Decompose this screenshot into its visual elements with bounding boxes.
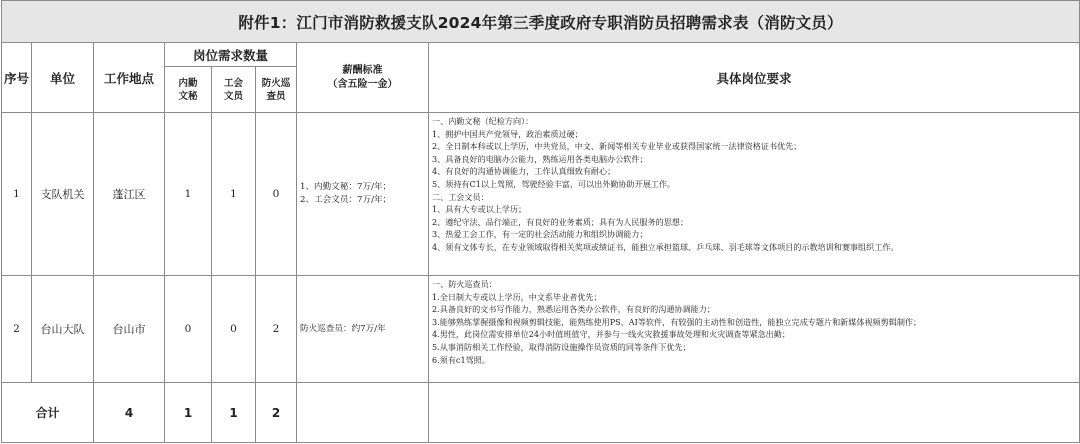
- header-fanghuo: [256, 67, 297, 113]
- header-neiqin-line1: 内勤: [178, 77, 198, 89]
- header-neiqin-line2: 文秘: [178, 90, 198, 102]
- requirement-line: 2、全日制本科或以上学历，中共党员，中文、新闻等相关专业毕业或获得国家统一法律资格证书优先；: [432, 141, 802, 152]
- requirement-line: 1、拥护中国共产党领导，政治素质过硬；: [432, 128, 583, 139]
- row1-gonghui: 1: [212, 113, 256, 276]
- header-salary-line2: （含五险一金）: [327, 78, 398, 90]
- total-fanghuo: 2: [256, 383, 297, 443]
- row1-location: 蓬江区: [94, 113, 165, 276]
- row2-gonghui: 0: [212, 276, 256, 383]
- total-gonghui: 1: [212, 383, 256, 443]
- requirement-line: 1.全日制大专或以上学历，中文系毕业者优先；: [432, 291, 602, 302]
- header-demand: 岗位需求数量: [165, 43, 297, 67]
- total-row: [2, 383, 1080, 443]
- requirement-line: 4.男性，此岗位需安排单位24小时值班值守，并参与一线火灾救援事故处理和火灾调查等紧急出勤；: [432, 329, 790, 340]
- requirement-line: 3、具备良好的电脑办公能力，熟练运用各类电脑办公软件；: [432, 153, 648, 164]
- total-count: 4: [94, 383, 165, 443]
- requirement-line: 3、热爱工会工作，有一定的社会活动能力和组织协调能力；: [432, 229, 648, 240]
- header-seq: 序号: [2, 43, 32, 113]
- total-requirements-empty: [429, 383, 1080, 443]
- requirement-line: 6.须有c1驾照。: [432, 354, 490, 365]
- requirement-line: 3.能够熟练掌握摄像和视频剪辑技能，能熟练使用PS、AI等软件，有较强的主动性和创造性，能独立完成专题片和新媒体视频剪辑制作；: [432, 316, 922, 327]
- table-row: [2, 113, 1080, 276]
- header-gonghui: [212, 67, 256, 113]
- requirement-line: 一、防火巡查员：: [432, 279, 497, 289]
- row1-unit: 支队机关: [32, 113, 94, 276]
- row2-seq: 2: [2, 276, 32, 383]
- header-salary: [297, 43, 429, 113]
- header-fanghuo-line1: 防火巡: [261, 77, 291, 89]
- requirement-line: 5、须持有C1以上驾照，驾驶经验丰富，可以出外勤协助开展工作。: [432, 178, 676, 189]
- row1-salary: [297, 113, 429, 276]
- row2-location: 台山市: [94, 276, 165, 383]
- row1-fanghuo: 0: [256, 113, 297, 276]
- salary-line: 1、内勤文秘：7万/年；: [300, 182, 392, 192]
- requirement-line: 一、内勤文秘（纪检方向）：: [432, 116, 534, 126]
- requirement-line: 5.从事消防相关工作经验，取得消防设施操作员资质的同等条件下优先；: [432, 341, 691, 352]
- total-neiqin: 1: [165, 383, 212, 443]
- header-requirements: 具体岗位要求: [429, 43, 1080, 113]
- row2-unit: 台山大队: [32, 276, 94, 383]
- title-row: [2, 1, 1080, 43]
- requirement-line: 4、有良好的沟通协调能力，工作认真细致有耐心；: [432, 166, 616, 177]
- header-fanghuo-line2: 查员: [266, 90, 286, 102]
- total-label: 合计: [2, 383, 94, 443]
- row1-requirements: [429, 113, 1080, 276]
- header-gonghui-line1: 工会: [223, 77, 243, 89]
- requirement-line: 二、工会文员：: [432, 191, 489, 202]
- header-unit: 单位: [32, 43, 94, 113]
- header-location: 工作地点: [94, 43, 165, 113]
- header-gonghui-line2: 文员: [223, 90, 243, 102]
- header-salary-line1: 薪酬标准: [342, 64, 383, 76]
- row2-requirements: [429, 276, 1080, 383]
- row2-fanghuo: 2: [256, 276, 297, 383]
- row1-seq: 1: [2, 113, 32, 276]
- header-neiqin: [165, 67, 212, 113]
- row2-neiqin: 0: [165, 276, 212, 383]
- page-title: 附件1：江门市消防救援支队2024年第三季度政府专职消防员招聘需求表（消防文员）: [2, 1, 1080, 43]
- recruitment-table: [1, 0, 1080, 443]
- row2-salary: [297, 276, 429, 383]
- header-row-1: [2, 43, 1080, 67]
- salary-line: 2、工会文员：7万/年；: [300, 195, 392, 205]
- requirement-line: 2.具备良好的文书写作能力，熟悉运用各类办公软件，有良好的沟通协调能力；: [432, 304, 715, 315]
- requirement-line: 2、遵纪守法，品行端正，有良好的业务素质；具有为人民服务的思想；: [432, 216, 689, 227]
- row1-neiqin: 1: [165, 113, 212, 276]
- requirement-line: 1、具有大专或以上学历；: [432, 204, 527, 215]
- total-salary-empty: [297, 383, 429, 443]
- salary-line: 防火巡查员：约7万/年: [300, 323, 386, 334]
- requirement-line: 4、须有文体专长，在专业领域取得相关奖项或绩证书，能独立承担篮球、乒乓球、羽毛球等文体项目的示教培训和赛事组织工作。: [432, 241, 899, 252]
- table-row: [2, 276, 1080, 383]
